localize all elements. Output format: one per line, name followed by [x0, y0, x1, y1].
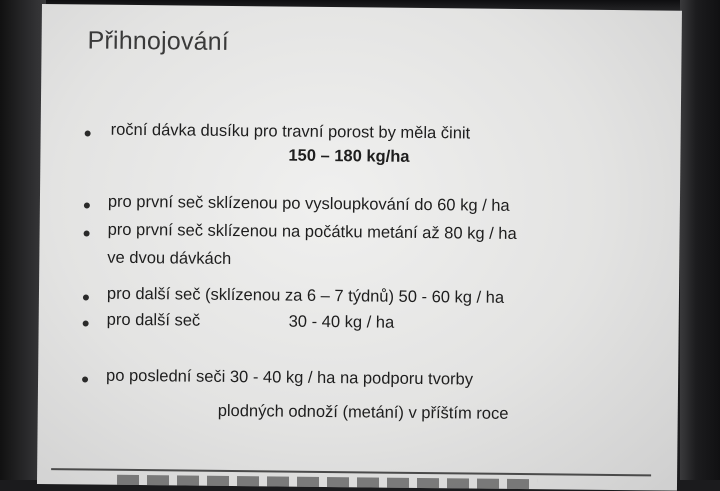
bullet-1-value: 150 – 180 kg/ha [288, 146, 410, 166]
bullet-6-continuation: plodných odnoží (metání) v příštím roce [217, 401, 509, 423]
bullet-3-text: pro první seč sklízenou na počátku metání až 80 kg / ha [107, 220, 517, 243]
bullet-dot [82, 376, 88, 382]
bullet-5-label: pro další seč [106, 310, 201, 330]
bullet-3-continuation: ve dvou dávkách [107, 248, 232, 268]
bullet-dot [84, 230, 90, 236]
bullet-dot [84, 202, 90, 208]
bullet-list [37, 4, 682, 491]
bullet-4-text: pro další seč (sklízenou za 6 – 7 týdnů) 50 - 60 kg / ha [106, 284, 505, 307]
bullet-dot [83, 294, 89, 300]
bullet-1-text: roční dávka dusíku pro travní porost by měla činit [110, 120, 471, 143]
bullet-6-text: po poslední seči 30 - 40 kg / ha na podporu tvorby [106, 366, 474, 389]
slide-title: Přihnojování [87, 26, 230, 56]
bullet-dot [83, 320, 89, 326]
projector-right-frame [680, 0, 720, 480]
bullet-2-text: pro první seč sklízenou po vysloupkování do 60 kg / ha [107, 192, 510, 215]
bullet-dot [85, 130, 91, 136]
bullet-5-value: 30 - 40 kg / ha [288, 312, 395, 332]
projection-screen [37, 4, 682, 491]
